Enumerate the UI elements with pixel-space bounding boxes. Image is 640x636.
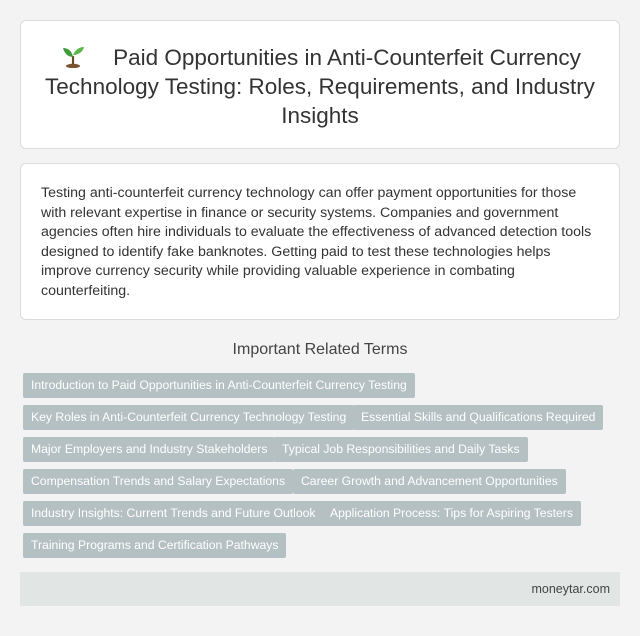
- related-term-tag[interactable]: Typical Job Responsibilities and Daily Tasks: [274, 437, 528, 462]
- related-term-tag[interactable]: Training Programs and Certification Pathways: [23, 533, 286, 558]
- related-term-tag[interactable]: Key Roles in Anti-Counterfeit Currency Technology Testing: [23, 405, 354, 430]
- intro-paragraph: Testing anti-counterfeit currency technology can offer payment opportunities for those with relevant expertise in finance or security systems. Companies and government agencies often hire individuals to evaluate the effectiveness of advanced detection tools designed to identify fake banknotes. Getting paid to test these technologies helps improve currency security while providing valuable experience in combating counterfeiting.: [41, 185, 592, 299]
- title-card: [20, 20, 620, 149]
- related-term-tag[interactable]: Career Growth and Advancement Opportunities: [293, 469, 566, 494]
- seedling-icon: [59, 44, 93, 68]
- related-term-tag[interactable]: Essential Skills and Qualifications Required: [353, 405, 603, 430]
- related-term-tag[interactable]: Major Employers and Industry Stakeholders: [23, 437, 275, 462]
- related-term-tag[interactable]: Application Process: Tips for Aspiring Testers: [322, 501, 581, 526]
- page-title: [41, 43, 599, 130]
- footer-bar: [20, 572, 620, 606]
- related-term-tag[interactable]: Compensation Trends and Salary Expectations: [23, 469, 293, 494]
- page-title-text: Paid Opportunities in Anti-Counterfeit Currency Technology Testing: Roles, Requirements, and Industry Insights: [45, 45, 595, 128]
- footer-site-link[interactable]: moneytar.com: [531, 582, 610, 596]
- related-term-tag[interactable]: Introduction to Paid Opportunities in Anti-Counterfeit Currency Testing: [23, 373, 415, 398]
- intro-card: [20, 163, 620, 320]
- related-terms-heading: Important Related Terms: [232, 341, 408, 358]
- related-term-tag[interactable]: Industry Insights: Current Trends and Future Outlook: [23, 501, 324, 526]
